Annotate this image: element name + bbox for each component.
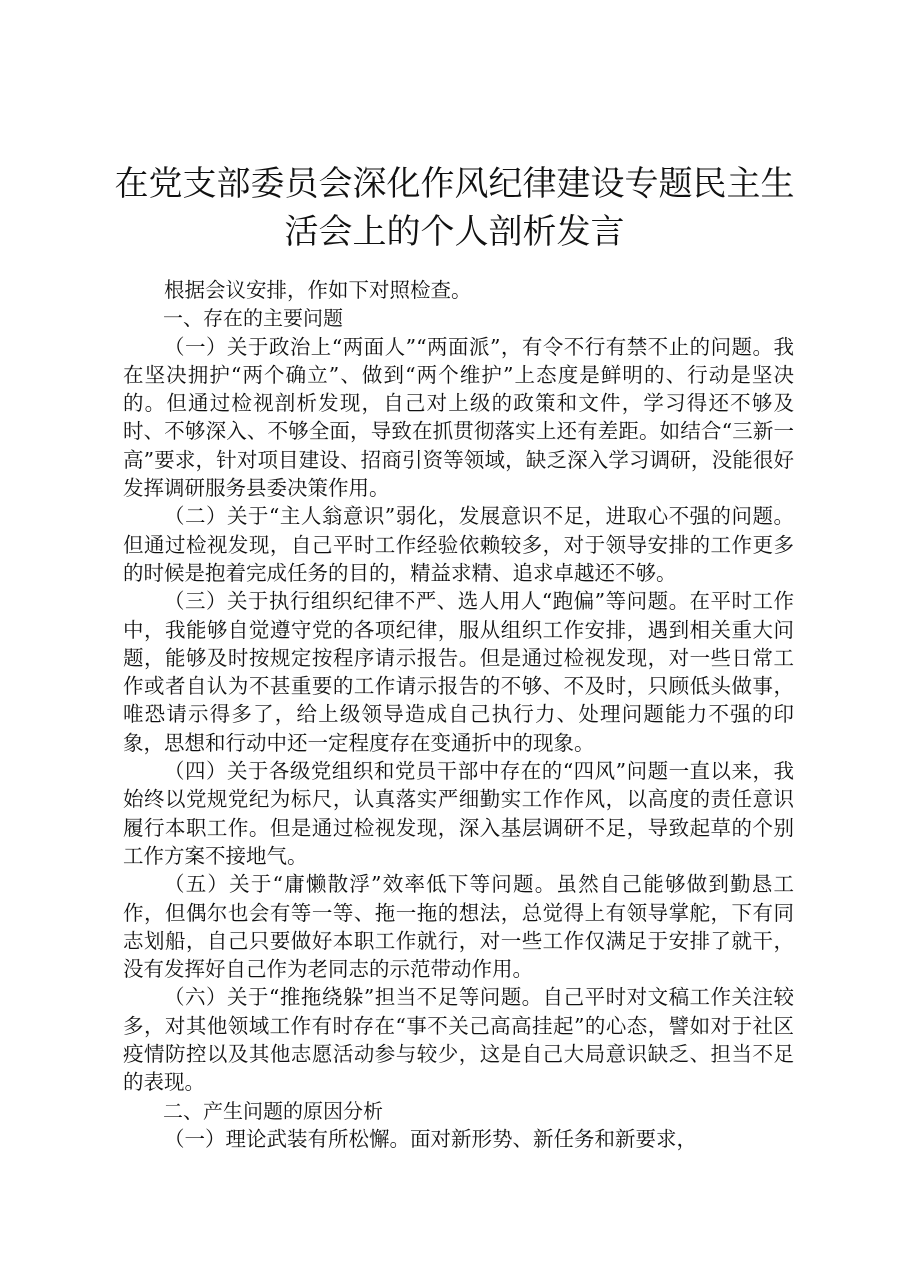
paragraph-item-3: （三）关于执行组织纪律不严、选人用人“跑偏”等问题。在平时工作中，我能够自觉遵守党的各项纪律，服从组织工作安排，遇到相关重大问题，能够及时按规定按程序请示报告。但是通过检视发现，对一些日常工作或者自认为不甚重要的工作请示报告的不够、不及时，只顾低头做事，唯恐请示得多了，给上级领导造成自己执行力、处理问题能力不强的印象，思想和行动中还一定程度存在变通折中的现象。: [123, 589, 794, 755]
section-heading-causes: 二、产生问题的原因分析: [163, 1098, 383, 1123]
section-heading-problems: 一、存在的主要问题: [163, 306, 343, 331]
paragraph-item-5: （五）关于“庸懒散浮”效率低下等问题。虽然自己能够做到勤恳工作，但偶尔也会有等一等、拖一拖的想法，总觉得上有领导掌舵，下有同志划船，自己只要做好本职工作就行，对一些工作仅满足于安排了就干，没有发挥好自己作为老同志的示范带动作用。: [123, 872, 794, 982]
paragraph-item-4: （四）关于各级党组织和党员干部中存在的“四风”问题一直以来，我始终以党规党纪为标尺，认真落实严细勤实工作作风，以高度的责任意识履行本职工作。但是通过检视发现，深入基层调研不足，导致起草的个别工作方案不接地气。: [123, 759, 794, 868]
document-title: 在党支部委员会深化作风纪律建设专题民主生活会上的个人剖析发言: [114, 164, 795, 252]
document-body: [123, 276, 794, 1153]
paragraph-item-1: （一）关于政治上“两面人”“两面派”，有令不行有禁不止的问题。我在坚决拥护“两个确立”、做到“两个维护”上态度是鲜明的、行动是坚决的。但通过检视剖析发现，自己对上级的政策和文件，学习得还不够及时、不够深入、不够全面，导致在抓贯彻落实上还有差距。如结合“三新一高”要求，针对项目建设、招商引资等领域，缺乏深入学习调研，没能很好发挥调研服务县委决策作用。: [123, 334, 794, 501]
intro-paragraph: 根据会议安排，作如下对照检查。: [164, 278, 472, 302]
paragraph-cause-1: （一）理论武装有所松懈。面对新形势、新任务和新要求，: [164, 1126, 697, 1151]
paragraph-item-6: （六）关于“推拖绕躲”担当不足等问题。自己平时对文稿工作关注较多，对其他领域工作有时存在“事不关己高高挂起”的心态，譬如对于社区疫情防控以及其他志愿活动参与较少，这是自己大局意识缺乏、担当不足的表现。: [123, 985, 794, 1095]
paragraph-item-2: （二）关于“主人翁意识”弱化，发展意识不足，进取心不强的问题。但通过检视发现，自己平时工作经验依赖较多，对于领导安排的工作更多的时候是抱着完成任务的目的，精益求精、追求卓越还不够。: [123, 504, 794, 585]
